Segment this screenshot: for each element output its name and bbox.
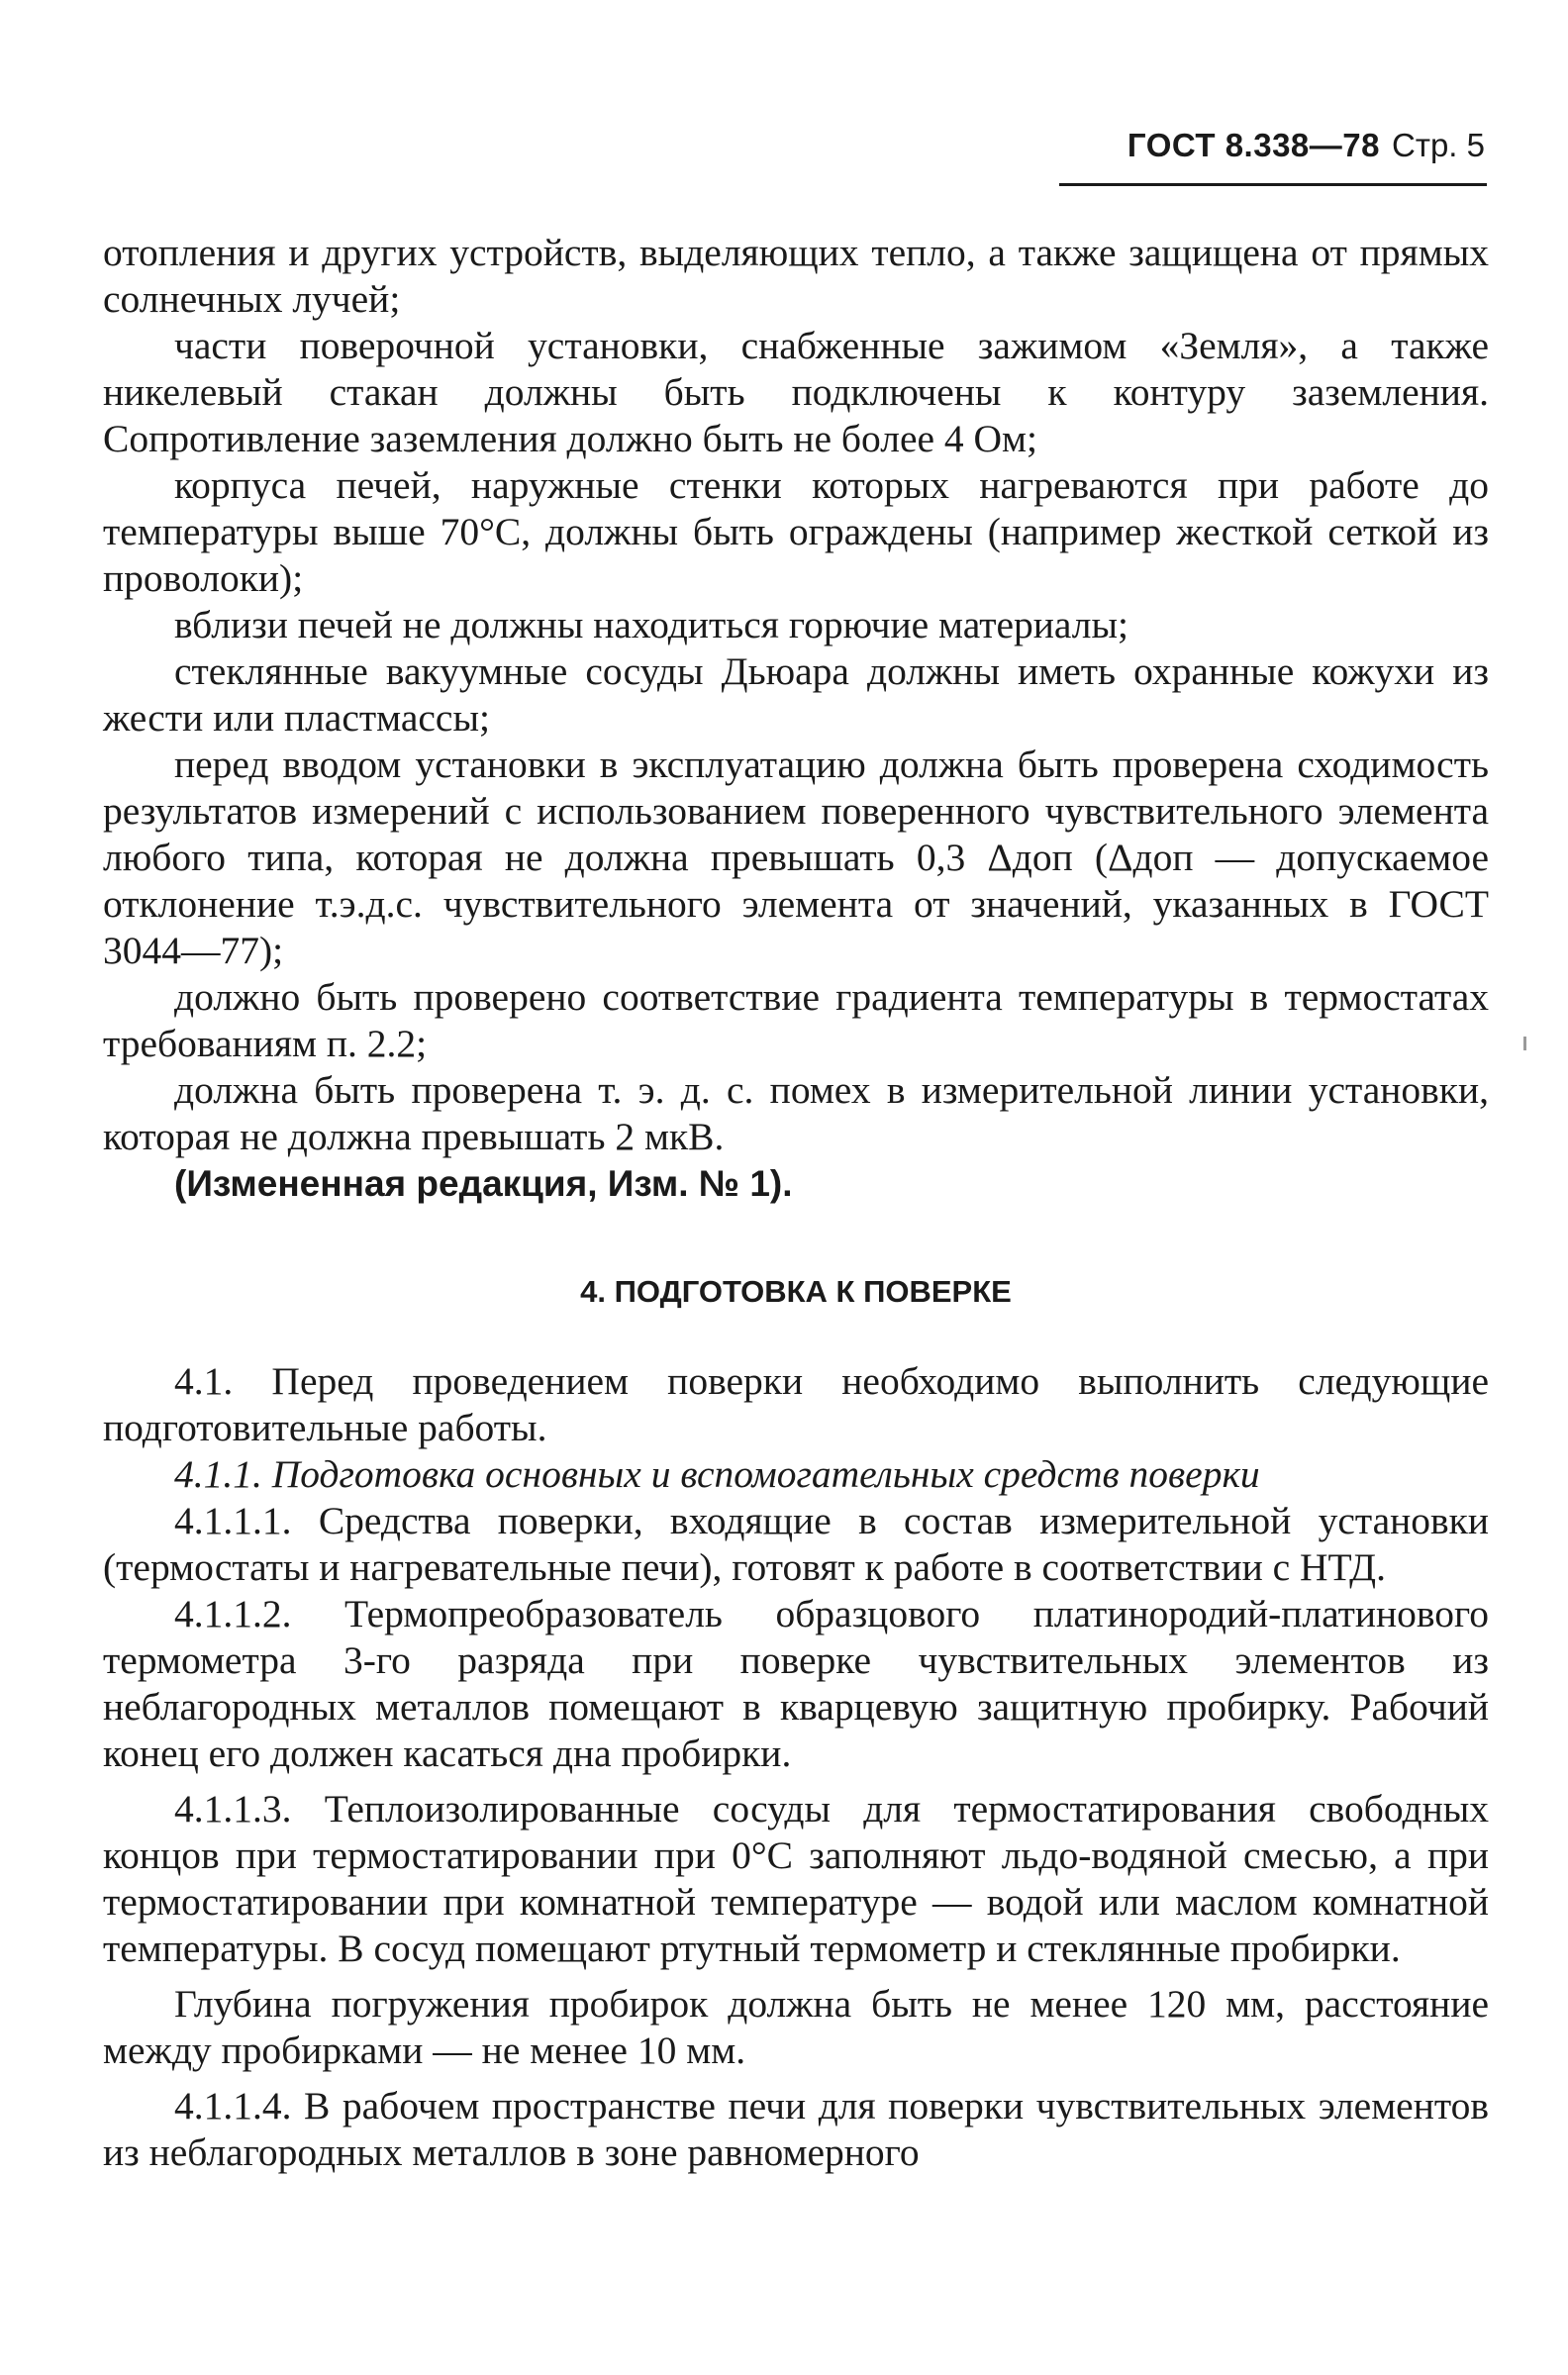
page-header: [1049, 127, 1485, 176]
clause-heading: 4.1.1. Подготовка основных и вспомогательных средств поверки: [174, 1452, 1260, 1496]
clause: 4.1.1.1. Средства поверки, входящие в состав измерительной установки (термостаты и нагревательные печи), готовят к работе в соответствии с НТД.: [103, 1499, 1489, 1589]
clause: 4.1.1.3. Теплоизолированные сосуды для термостатирования свободных концов при термостатировании при 0°С заполняют льдо-водяной смесью, а при термостатировании при комнатной температуре — водой или маслом комнатной температуры. В сосуд помещают ртутный термометр и стеклянные пробирки.: [103, 1787, 1489, 1970]
margin-mark: [1523, 1037, 1526, 1050]
clause: 4.1.1.4. В рабочем пространстве печи для поверки чувствительных элементов из неблагородных металлов в зоне равномерного: [103, 2084, 1489, 2174]
document-body: [103, 230, 1489, 2176]
paragraph: перед вводом установки в эксплуатацию должна быть проверена сходимость результатов измерений с использованием поверенного чувствительного элемента любого типа, которая не должна превышать 0,3 Δдоп (Δдоп — допускаемое отклонение т.э.д.с. чувствительного элемента от значений, указанных в ГОСТ 3044—77);: [103, 742, 1489, 972]
clause: 4.1.1.2. Термопреобразователь образцового платинородий-платинового термометра 3-го разряда при поверке чувствительных элементов из неблагородных металлов помещают в кварцевую защитную пробирку. Рабочий конец его должен касаться дна пробирки.: [103, 1592, 1489, 1775]
paragraph: части поверочной установки, снабженные зажимом «Земля», а также никелевый стакан должны быть подключены к контуру заземления. Сопротивление заземления должно быть не более 4 Ом;: [103, 324, 1489, 460]
paragraph: вблизи печей не должны находиться горючие материалы;: [174, 603, 1129, 646]
section-title: 4. ПОДГОТОВКА К ПОВЕРКЕ: [580, 1274, 1012, 1309]
amendment-note-text: (Измененная редакция, Изм. № 1).: [174, 1163, 793, 1204]
page-number: Стр. 5: [1392, 127, 1485, 163]
header-rule: [1059, 183, 1487, 186]
paragraph: должна быть проверена т. э. д. с. помех в измерительной линии установки, которая не должна превышать 2 мкВ.: [103, 1068, 1489, 1158]
amendment-note: [103, 1160, 1489, 1207]
clause: 4.1. Перед проведением поверки необходимо выполнить следующие подготовительные работы.: [103, 1359, 1489, 1449]
standard-number: ГОСТ 8.338—78: [1127, 127, 1380, 163]
paragraph: должно быть проверено соответствие градиента температуры в термостатах требованиям п. 2.2;: [103, 975, 1489, 1065]
clause: Глубина погружения пробирок должна быть не менее 120 мм, расстояние между пробирками — не менее 10 мм.: [103, 1982, 1489, 2072]
paragraph: отопления и других устройств, выделяющих тепло, а также защищена от прямых солнечных лучей;: [103, 231, 1489, 321]
paragraph: корпуса печей, наружные стенки которых нагреваются при работе до температуры выше 70°С, должны быть ограждены (например жесткой сеткой из проволоки);: [103, 463, 1489, 600]
paragraph: стеклянные вакуумные сосуды Дьюара должны иметь охранные кожухи из жести или пластмассы;: [103, 649, 1489, 740]
